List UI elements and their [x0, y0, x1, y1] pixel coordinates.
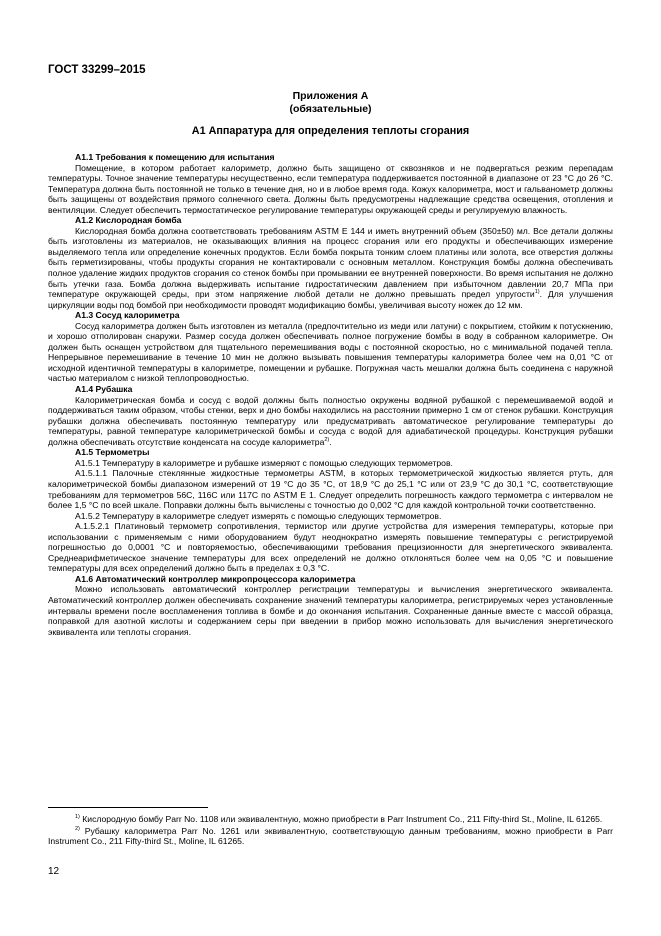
text: . Для улучшения циркуляции воды под бомбой при необходимости проводят модификацию бомбы, увеличивая высоту ножек до 12 мм.: [48, 289, 613, 310]
footnote-divider: [48, 807, 208, 808]
text: А1.2 Кислородная бомба: [75, 215, 182, 226]
annex-subtitle: (обязательные): [289, 103, 372, 115]
footnotes: [48, 814, 613, 848]
text: А.1.5.2.1 Платиновый термометр сопротивления, термистор или другие устройства для измерения температуры, которые при использовании с применяемым с ними оборудованием будут неоднократно измерять повышение температуры с регистрируемой погрешностью до 0,0001 °С и повторяемостью, обеспечивающими требования прецизионности для энергетического эквивалента. Среднеарифметическое значение температуры для всех определений не должно отклоняться более чем на 0,05 °С и повышение температуры для всех определений должно быть в пределах ± 0,3 °С.: [48, 521, 613, 574]
text: А1.5.1 Температуру в калориметре и рубашке измеряют с помощью следующих термометров.: [75, 457, 453, 468]
text: Помещение, в котором работает калориметр, должно быть защищено от сквозняков и не подвергаться резким перепадам температуры. Точное значение температуры несущественно, если температура поддерживается постоянной в диапазоне от 23 °С до 26 °С. Температура должна быть постоянной не только в течение дня, но и в любое время года. Кожух калориметра, мост и гальванометр должны быть защищены от воздействия прямого солнечного света. Должны быть предусмотрены надлежащие средства освещения, отопления и вентиляции. Следует обеспечить термостатическое регулирование температуры окружающей среды и регулируемую влажность.: [48, 162, 613, 215]
subsection-heading: [48, 215, 613, 226]
paragraph: [48, 511, 613, 522]
paragraph: [48, 163, 613, 216]
text: А1.5.1.1 Палочные стеклянные жидкостные термометры ASTM, в которых термометрической жидкостью является ртуть, для калориметрической бомбы диапазоном измерений от 19 °С до 35 °С, от 18,9 °С до 25,1 °С или от 23,9 °С до 30,1 °С, соответствующие требованиям для термометров 56С, 116С или 117С по ASTM Е 1. Следует определить погрешность каждого термометра с интервалом не более 1,5 °С по всей шкале. Поправки должны быть вычислены с точностью до 0,002 °С для каждой контрольной точки соответственно.: [48, 468, 613, 511]
text: Можно использовать автоматический контроллер регистрации температуры и вычисления энергетического эквивалента. Автоматический контроллер должен обеспечивать сохранение значений температуры калориметра, регистрируемых через установленные интервалы времени после воспламенения топлива в бомбе и до окончания испытания. Сохраненные данные вместе с массой образца, поправкой для азотной кислоты и содержанием серы при введении в прибор можно использовать для вычисления энергетического эквивалента или теплоты сгорания.: [48, 584, 613, 637]
page-number: 12: [48, 866, 60, 877]
paragraph: [48, 226, 613, 310]
footnote-mark: 1): [75, 814, 80, 821]
text: А1.5 Термометры: [75, 447, 150, 458]
text: .: [329, 436, 332, 447]
text: А1.6 Автоматический контроллер микропроцессора калориметра: [75, 573, 356, 584]
footnote-text: Рубашку калориметра Parr No. 1261 или эквивалентную, соответствующую данным требованиям, можно приобрести в Parr Instrument Co., 211 Fifty-third St., Moline, IL 61265.: [48, 825, 613, 847]
footnote: [48, 826, 613, 847]
text: Сосуд калориметра должен быть изготовлен из металла (предпочтительно из меди или латуни) с покрытием, стойким к потускнению, и хорошо отполирован снаружи. Размер сосуда должен обеспечивать полное погружение бомбы в воду в собранном калориметре. Он должен быть оснащен устройством для тщательного перемешивания воды с постоянной скоростью, но с минимальной подачей тепла. Непрерывное перемешивание в течение 10 мин не должно вызывать повышения температуры калориметра более чем на 0,01 °С от исходной идентичной температуры в калориметре, помещении и рубашке. Погружная часть мешалки должна быть соединена с наружной частью материалом с низкой теплопроводностью.: [48, 320, 613, 384]
annex-title: Приложения А: [292, 90, 369, 102]
paragraph: [48, 521, 613, 574]
paragraph: [48, 395, 613, 448]
paragraph: [48, 458, 613, 469]
subsection-heading: [48, 574, 613, 585]
annex-heading: [48, 90, 613, 116]
subsection-heading: [48, 384, 613, 395]
text: Кислородная бомба должна соответствовать требованиям ASTM Е 144 и иметь внутренний объем (350±50) мл. Все детали должны быть изготовлены из материалов, не оказывающих влияния на процесс сгорания или его продукты и обеспечивающих измерение выделяемого тепла или определение конечных продуктов. Если бомба покрыта тонким слоем платины или золота, все отверстия должны быть герметизированы, чтобы продукты сгорания не контактировали с основным металлом. Конструкция бомбы должна обеспечивать полное удаление жидких продуктов сгорания со стенок бомбы при промывании ее внутренней поверхности. Во время испытания не должно быть утечки газа. Бомба должна выдерживать испытание гидростатическим давлением при избыточном давлении 20,7 МПа при температуре окружающей среды, при этом напряжение любой детали не должно превышать предел упругости: [48, 225, 613, 300]
subsection-heading: [48, 310, 613, 321]
paragraph: [48, 584, 613, 637]
text: А1.5.2 Температуру в калориметре следует измерять с помощью следующих термометров.: [75, 510, 442, 521]
text: А1.1 Требования к помещению для испытания: [75, 152, 275, 162]
text: А1.4 Рубашка: [75, 384, 133, 395]
subsection-heading: [48, 447, 613, 458]
text: Калориметрическая бомба и сосуд с водой должны быть полностью окружены водяной рубашкой с перемешиваемой водой и поддерживаться таким образом, чтобы стенки, верх и дно бомбы находились на расстоянии примерно 1 см от стенок рубашки. Конструкция рубашки должна обеспечивать постоянную температуру или предусматривать автоматическое регулирование температуры до температуры, равной температуре калориметрической бомбы и сосуда с водой для адиабатической процедуры. Конструкция рубашки должна обеспечивать отсутствие конденсата на сосуде калориметра: [48, 394, 613, 447]
standard-code: ГОСТ 33299–2015: [48, 64, 146, 76]
paragraph: [48, 321, 613, 384]
footnote-ref: 2): [324, 436, 330, 443]
footnote-ref: 1): [534, 289, 540, 296]
footnote-text: Кислородную бомбу Parr No. 1108 или эквивалентную, можно приобрести в Parr Instrument Co., 211 Fifty-third St., Moline, IL 61265.: [79, 814, 603, 824]
text: А1.3 Сосуд калориметра: [75, 310, 180, 321]
section-title: А1 Аппаратура для определения теплоты сгорания: [191, 125, 470, 137]
subsection-heading: [48, 152, 613, 163]
footnote: [48, 814, 613, 825]
footnote-mark: 2): [75, 825, 80, 832]
paragraph: [48, 468, 613, 510]
document-body: [48, 152, 613, 637]
